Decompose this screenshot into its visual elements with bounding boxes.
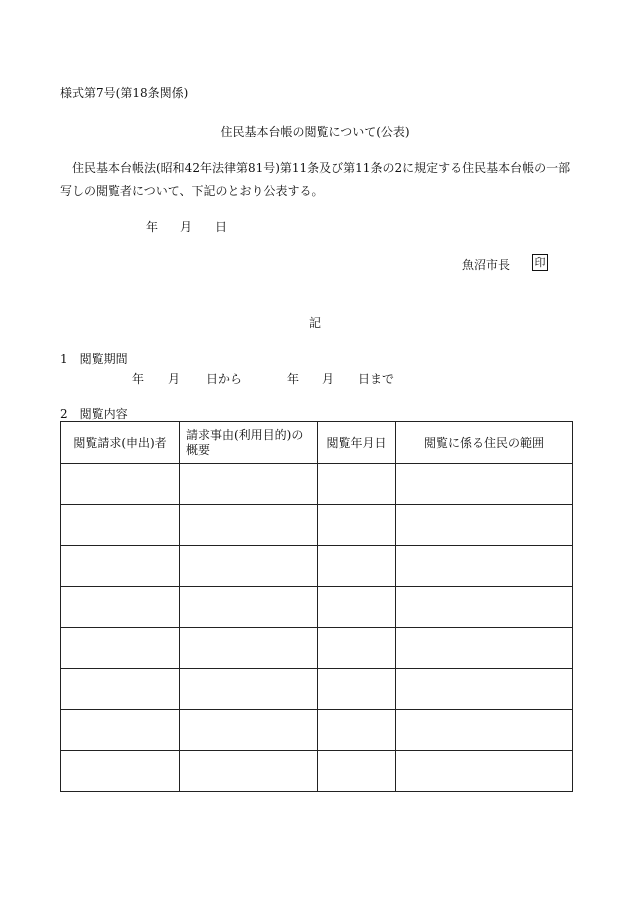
table-cell (180, 546, 318, 587)
table-cell (180, 669, 318, 710)
table-cell (396, 546, 573, 587)
table-cell (180, 710, 318, 751)
table-cell (61, 587, 180, 628)
period-to-month: 月 (322, 372, 335, 386)
table-cell (318, 669, 396, 710)
table-cell (180, 464, 318, 505)
header-date: 閲覧年月日 (318, 422, 396, 464)
table-cell (318, 464, 396, 505)
table-row (61, 464, 573, 505)
table-cell (180, 505, 318, 546)
table-row (61, 710, 573, 751)
header-purpose: 請求事由(利用目的)の概要 (180, 422, 318, 464)
table-cell (396, 505, 573, 546)
period-to-year: 年 (287, 372, 300, 386)
header-requester: 閲覧請求(申出)者 (61, 422, 180, 464)
table-cell (61, 710, 180, 751)
table-cell (396, 751, 573, 792)
table-cell (61, 505, 180, 546)
table-cell (396, 669, 573, 710)
document-title: 住民基本台帳の閲覧について(公表) (220, 125, 410, 139)
table-cell (61, 546, 180, 587)
signer-title: 魚沼市長 (462, 258, 511, 272)
table-cell (61, 669, 180, 710)
table-row (61, 669, 573, 710)
period-to-day: 日まで (358, 372, 395, 386)
period-from-year: 年 (132, 372, 145, 386)
table-cell (318, 710, 396, 751)
table-row (61, 587, 573, 628)
period-from-day: 日から (206, 372, 243, 386)
table-cell (61, 751, 180, 792)
date-month-label: 月 (180, 220, 193, 234)
table-cell (180, 628, 318, 669)
seal-stamp: 印 (532, 254, 548, 271)
table-cell (318, 587, 396, 628)
ki-heading: 記 (308, 316, 321, 330)
date-year-label: 年 (146, 220, 159, 234)
inspection-table (60, 421, 573, 792)
table-cell (318, 546, 396, 587)
table-row (61, 628, 573, 669)
period-from-month: 月 (168, 372, 181, 386)
table-row (61, 546, 573, 587)
header-scope: 閲覧に係る住民の範囲 (396, 422, 573, 464)
section-content-heading: 2 閲覧内容 (60, 407, 128, 421)
table-cell (396, 628, 573, 669)
table-cell (180, 587, 318, 628)
table-cell (396, 464, 573, 505)
table-row (61, 751, 573, 792)
table-cell (396, 710, 573, 751)
body-paragraph: 住民基本台帳法(昭和42年法律第81号)第11条及び第11条の2に規定する住民基本台帳の一部写しの閲覧者について、下記のとおり公表する。 (60, 161, 571, 198)
table-cell (396, 587, 573, 628)
table-cell (61, 464, 180, 505)
table-cell (318, 751, 396, 792)
table-cell (318, 628, 396, 669)
date-day-label: 日 (215, 220, 228, 234)
table-header-row (61, 422, 573, 464)
table-cell (180, 751, 318, 792)
form-number: 様式第7号(第18条関係) (60, 86, 189, 100)
section-period-heading: 1 閲覧期間 (60, 352, 128, 366)
table-cell (318, 505, 396, 546)
table-row (61, 505, 573, 546)
table-cell (61, 628, 180, 669)
